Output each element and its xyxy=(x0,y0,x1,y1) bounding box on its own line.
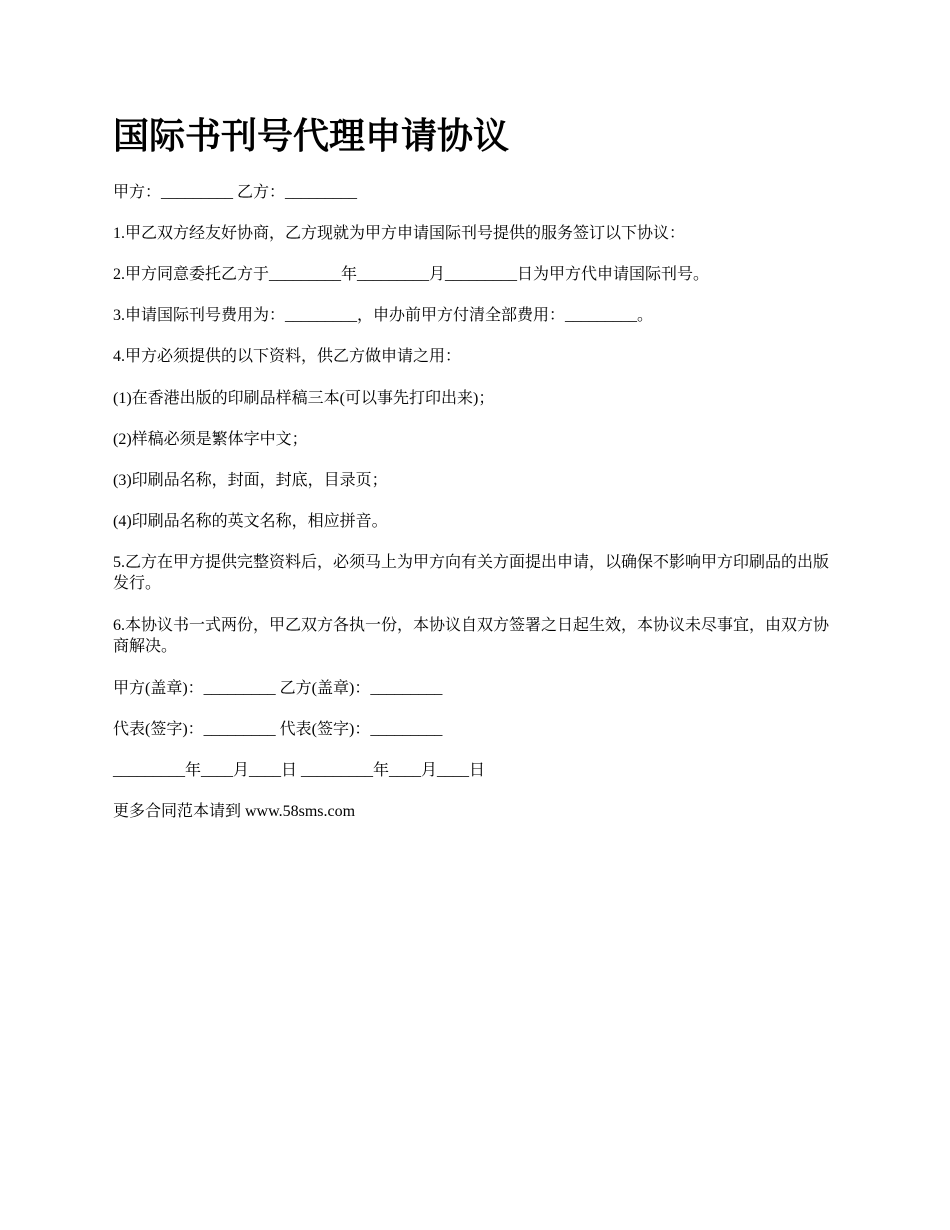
date-line: _________年____月____日 _________年____月____日 xyxy=(113,762,486,779)
document-title: 国际书刊号代理申请协议 xyxy=(113,116,510,156)
list-item-3: (3)印刷品名称，封面，封底，目录页； xyxy=(113,472,388,489)
list-item-1: (1)在香港出版的印刷品样稿三本(可以事先打印出来)； xyxy=(113,390,495,407)
clause-3: 3.申请国际刊号费用为：_________，申办前甲方付清全部费用：_________。 xyxy=(113,307,654,324)
list-item-2: (2)样稿必须是繁体字中文； xyxy=(113,431,308,448)
footer-link-text: 更多合同范本请到 www.58sms.com xyxy=(113,803,356,820)
list-item-4: (4)印刷品名称的英文名称，相应拼音。 xyxy=(113,513,388,530)
clause-2: 2.甲方同意委托乙方于_________年_________月_________日为甲方代申请国际刊号。 xyxy=(113,266,710,283)
clause-1: 1.甲乙双方经友好协商，乙方现就为甲方申请国际刊号提供的服务签订以下协议： xyxy=(113,225,686,242)
seal-line: 甲方(盖章)：_________ 乙方(盖章)：_________ xyxy=(113,680,443,697)
clause-5: 5.乙方在甲方提供完整资料后，必须马上为甲方向有关方面提出申请，以确保不影响甲方印刷品的出版发行。 xyxy=(113,554,830,592)
parties-line: 甲方：_________ 乙方：_________ xyxy=(113,184,358,201)
signature-line: 代表(签字)：_________ 代表(签字)：_________ xyxy=(113,721,443,738)
clause-6: 6.本协议书一式两份，甲乙双方各执一份，本协议自双方签署之日起生效，本协议未尽事宜，由双方协商解决。 xyxy=(113,617,830,655)
clause-4: 4.甲方必须提供的以下资料，供乙方做申请之用： xyxy=(113,348,462,365)
